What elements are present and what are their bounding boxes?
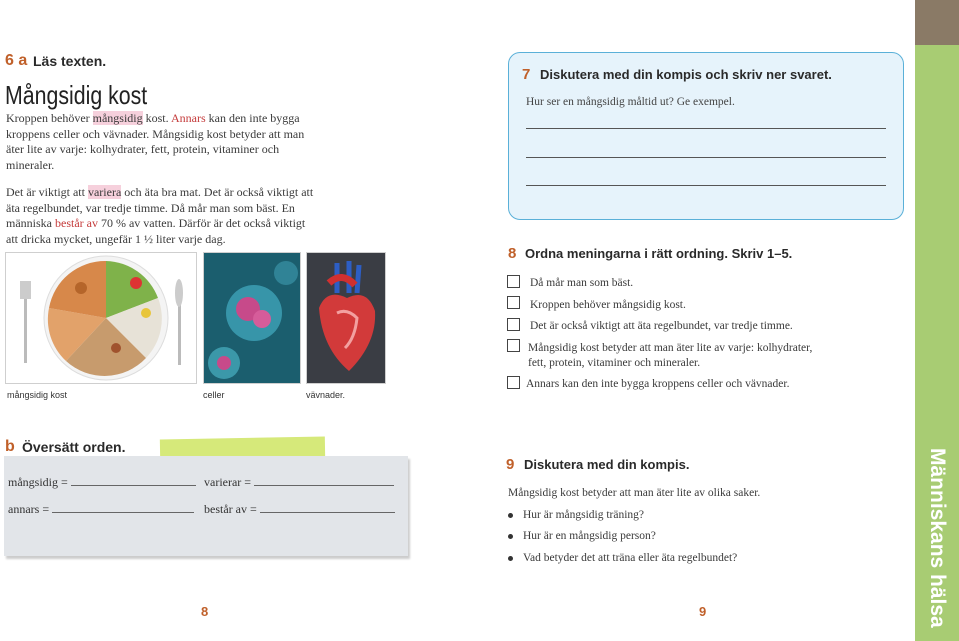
order-checkbox[interactable] (507, 376, 520, 389)
highlighted-word: Annars (170, 111, 206, 125)
cells-image (203, 252, 301, 384)
question-text: Hur är mångsidig träning? (523, 509, 645, 521)
translation-row (8, 475, 196, 490)
heart-image (306, 252, 386, 384)
discussion-question (508, 530, 656, 542)
text-paragraph-2 (6, 185, 316, 247)
order-checkbox[interactable] (507, 339, 520, 352)
food-caption: mångsidig kost (7, 390, 68, 400)
answer-line[interactable] (52, 502, 194, 513)
exercise-6-number: 6 a (5, 52, 28, 69)
translation-row (204, 475, 394, 490)
sidebar-top-block (915, 0, 959, 45)
word-label: mångsidig = (8, 475, 68, 489)
exercise-8-instruction: Ordna meningarna i rätt ordning. Skriv 1–5. (525, 246, 793, 261)
exercise-7-number: 7 (522, 66, 531, 83)
heart-caption: vävnader. (306, 390, 346, 400)
text-segment: kan den inte bygga kroppens celler och vävnader. Mångsidig kost betyder att man äter lite av varje: kolhydrater, fett, protein, vitaminer och mineraler. (6, 111, 305, 172)
highlighted-word: variera (87, 185, 122, 199)
text-segment: kost. (142, 111, 171, 125)
exercise-7-instruction: Diskutera med din kompis och skriv ner svaret. (540, 67, 832, 82)
text-segment: 70 % av vatten. Därför är det också viktigt att dricka mycket, ungefär 1 ½ liter varje dag. (6, 216, 306, 246)
order-checkbox[interactable] (507, 318, 520, 331)
word-label: annars = (8, 502, 50, 516)
translation-row (204, 502, 395, 517)
sentence-item: Mångsidig kost betyder att man äter lite av varje: kolhydrater, fett, protein, vitaminer och mineraler. (528, 342, 813, 369)
sentence-item: Då mår man som bäst. (530, 277, 634, 289)
question-text: Vad betyder det att träna eller äta regelbundet? (523, 552, 738, 564)
exercise-6-instruction: Läs texten. (33, 53, 107, 69)
text-segment: Det är viktigt att (6, 185, 88, 199)
exercise-b-instruction: Översätt orden. (22, 439, 126, 455)
exercise-9-intro: Mångsidig kost betyder att man äter lite av olika saker. (508, 487, 761, 499)
discussion-question (508, 509, 644, 521)
answer-line[interactable] (71, 475, 196, 486)
bullet-icon (508, 513, 513, 518)
sentence-item: Kroppen behöver mångsidig kost. (530, 299, 686, 311)
exercise-9-number: 9 (506, 456, 515, 473)
highlighted-word: består av (55, 216, 98, 231)
text-segment: och äta bra mat. Det är också viktigt att äta regelbundet, var tredje timme. Då mår man som bäst. En människa (6, 185, 314, 231)
cells-caption: celler (203, 390, 225, 400)
bullet-icon (508, 534, 513, 539)
bullet-icon (508, 556, 513, 561)
page-number-left: 8 (201, 604, 209, 619)
text-segment: Kroppen behöver (6, 111, 93, 125)
answer-line[interactable] (526, 157, 886, 158)
page-number-right: 9 (699, 604, 707, 619)
question-text: Hur är en mångsidig person? (523, 530, 656, 542)
chapter-title: Människans hälsa (926, 448, 949, 628)
exercise-7-question: Hur ser en mångsidig måltid ut? Ge exempel. (526, 96, 735, 108)
exercise-8-number: 8 (508, 245, 517, 262)
exercise-b-number: b (5, 438, 15, 455)
exercise-9-instruction: Diskutera med din kompis. (524, 457, 690, 472)
answer-line[interactable] (526, 128, 886, 129)
sentence-item: Det är också viktigt att äta regelbundet, var tredje timme. (530, 320, 793, 332)
answer-line[interactable] (260, 502, 395, 513)
word-label: varierar = (204, 475, 252, 489)
highlighted-word: mångsidig (92, 111, 143, 125)
page-title: Mångsidig kost (5, 80, 148, 110)
answer-line[interactable] (254, 475, 394, 486)
text-paragraph-1 (6, 111, 306, 173)
answer-line[interactable] (526, 185, 886, 186)
order-checkbox[interactable] (507, 296, 520, 309)
sentence-item: Annars kan den inte bygga kroppens celler och vävnader. (526, 378, 790, 390)
discussion-question (508, 552, 737, 564)
food-plate-image (5, 252, 197, 384)
translation-row (8, 502, 194, 517)
word-label: består av = (204, 502, 257, 516)
order-checkbox[interactable] (507, 275, 520, 288)
